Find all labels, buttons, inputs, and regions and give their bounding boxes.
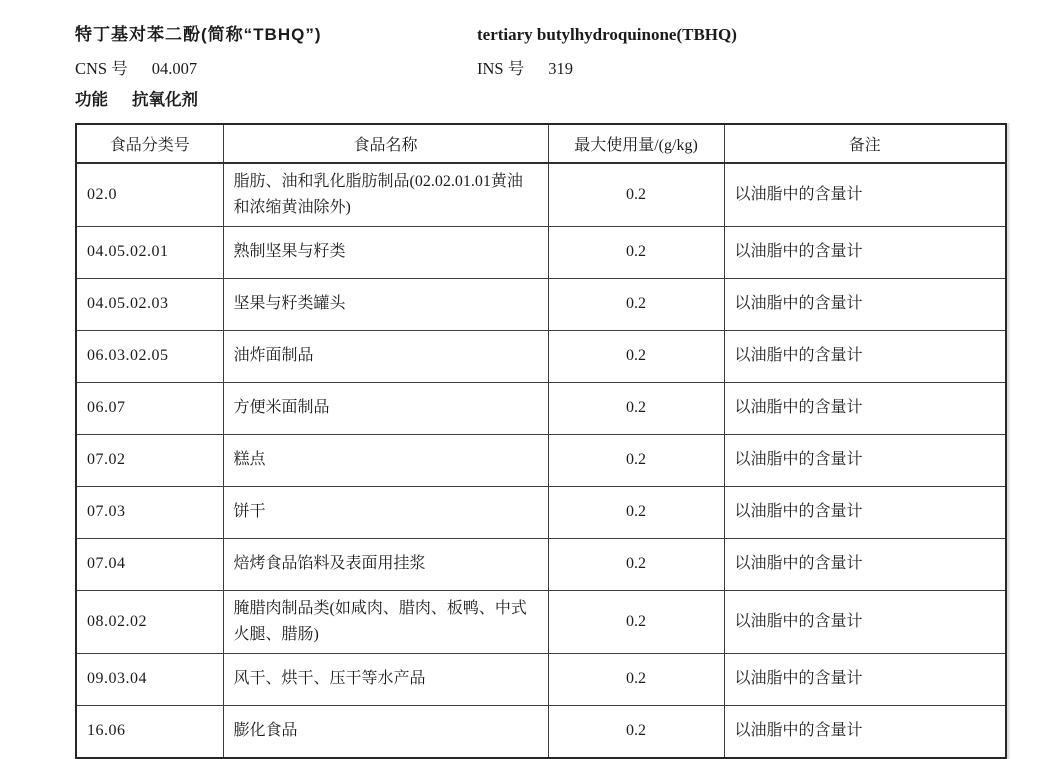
- cell-max-usage: 0.2: [548, 382, 724, 434]
- cell-max-usage: 0.2: [548, 486, 724, 538]
- table-row: [76, 590, 1006, 653]
- additive-name-en: tertiary butylhydroquinone(TBHQ): [477, 25, 737, 44]
- page-content: [75, 20, 1005, 759]
- cell-remarks: 以油脂中的含量计: [724, 278, 1006, 330]
- title-row: [75, 20, 1005, 45]
- cell-food-name: 饼干: [223, 486, 548, 538]
- table-row: [76, 163, 1006, 226]
- header-max-usage: 最大使用量/(g/kg): [548, 124, 724, 163]
- cell-max-usage: 0.2: [548, 653, 724, 705]
- usage-table-header: [76, 124, 1006, 163]
- cell-remarks: 以油脂中的含量计: [724, 590, 1006, 653]
- table-row: [76, 382, 1006, 434]
- cell-max-usage: 0.2: [548, 590, 724, 653]
- cell-food-category-code: 06.03.02.05: [76, 330, 223, 382]
- header-remarks: 备注: [724, 124, 1006, 163]
- cell-max-usage: 0.2: [548, 434, 724, 486]
- cell-max-usage: 0.2: [548, 538, 724, 590]
- function-row: [75, 86, 1005, 110]
- cell-food-name: 坚果与籽类罐头: [223, 278, 548, 330]
- table-row: [76, 705, 1006, 758]
- table-row: [76, 653, 1006, 705]
- cell-food-name: 熟制坚果与籽类: [223, 226, 548, 278]
- cns-field: [75, 55, 477, 79]
- cell-food-category-code: 07.03: [76, 486, 223, 538]
- cell-food-category-code: 04.05.02.03: [76, 278, 223, 330]
- cell-food-name: 腌腊肉制品类(如咸肉、腊肉、板鸭、中式火腿、腊肠): [223, 590, 548, 653]
- cell-max-usage: 0.2: [548, 278, 724, 330]
- table-row: [76, 330, 1006, 382]
- table-row: [76, 434, 1006, 486]
- cell-food-category-code: 16.06: [76, 705, 223, 758]
- table-row: [76, 538, 1006, 590]
- function-label: 功能: [75, 91, 108, 109]
- cell-food-name: 风干、烘干、压干等水产品: [223, 653, 548, 705]
- cns-label: CNS 号: [75, 59, 128, 78]
- cell-food-name: 油炸面制品: [223, 330, 548, 382]
- cell-food-category-code: 02.0: [76, 163, 223, 226]
- table-row: [76, 278, 1006, 330]
- ins-field: [477, 55, 573, 79]
- function-value: 抗氧化剂: [132, 91, 198, 109]
- additive-name-cn: 特丁基对苯二酚(简称“TBHQ”): [75, 25, 322, 44]
- cell-max-usage: 0.2: [548, 705, 724, 758]
- cell-max-usage: 0.2: [548, 163, 724, 226]
- cell-remarks: 以油脂中的含量计: [724, 226, 1006, 278]
- cell-food-name: 脂肪、油和乳化脂肪制品(02.02.01.01黄油和浓缩黄油除外): [223, 163, 548, 226]
- cell-remarks: 以油脂中的含量计: [724, 330, 1006, 382]
- cell-food-category-code: 09.03.04: [76, 653, 223, 705]
- cell-max-usage: 0.2: [548, 330, 724, 382]
- cell-food-category-code: 07.04: [76, 538, 223, 590]
- usage-table: [75, 123, 1007, 759]
- usage-table-body: [76, 163, 1006, 758]
- cell-food-category-code: 06.07: [76, 382, 223, 434]
- ins-value: 319: [548, 59, 573, 78]
- cell-max-usage: 0.2: [548, 226, 724, 278]
- cell-food-name: 膨化食品: [223, 705, 548, 758]
- header-food-category-code: 食品分类号: [76, 124, 223, 163]
- cell-remarks: 以油脂中的含量计: [724, 653, 1006, 705]
- cell-food-name: 焙烤食品馅料及表面用挂浆: [223, 538, 548, 590]
- table-row: [76, 486, 1006, 538]
- ins-label: INS 号: [477, 59, 525, 78]
- cell-food-name: 糕点: [223, 434, 548, 486]
- cns-value: 04.007: [151, 59, 198, 78]
- cell-food-category-code: 04.05.02.01: [76, 226, 223, 278]
- cell-remarks: 以油脂中的含量计: [724, 434, 1006, 486]
- code-row: [75, 55, 1005, 79]
- cell-remarks: 以油脂中的含量计: [724, 486, 1006, 538]
- cell-remarks: 以油脂中的含量计: [724, 382, 1006, 434]
- cell-food-category-code: 08.02.02: [76, 590, 223, 653]
- cell-remarks: 以油脂中的含量计: [724, 538, 1006, 590]
- header-food-name: 食品名称: [223, 124, 548, 163]
- cell-food-category-code: 07.02: [76, 434, 223, 486]
- cell-remarks: 以油脂中的含量计: [724, 163, 1006, 226]
- cell-food-name: 方便米面制品: [223, 382, 548, 434]
- header-row: [76, 124, 1006, 163]
- cell-remarks: 以油脂中的含量计: [724, 705, 1006, 758]
- table-row: [76, 226, 1006, 278]
